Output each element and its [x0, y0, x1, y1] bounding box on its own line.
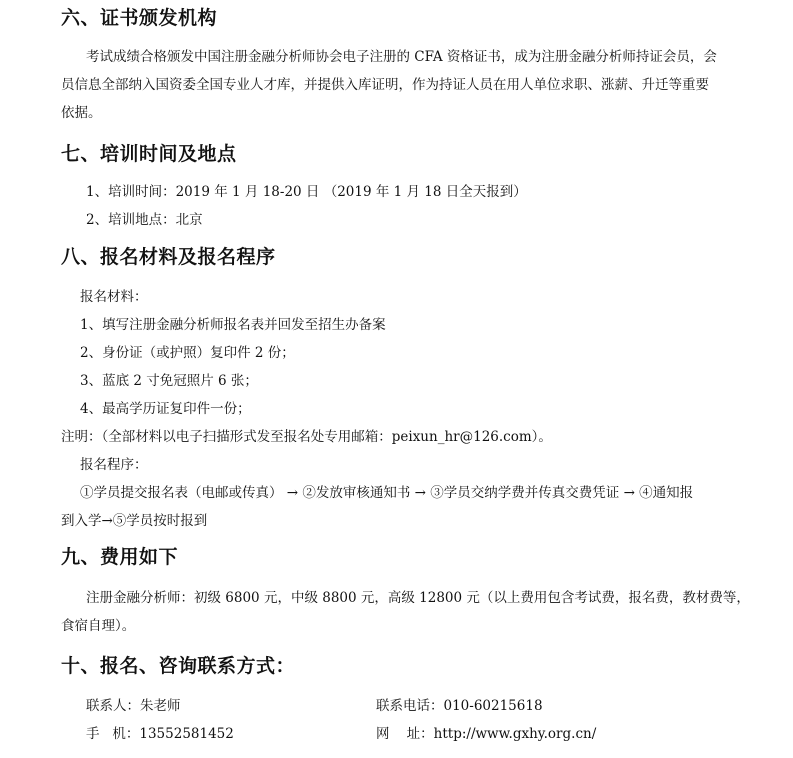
material-item-1: 1、填写注册金融分析师报名表并回发至招生办备案 [80, 317, 386, 333]
section-8-heading: 八、报名材料及报名程序 [61, 246, 276, 268]
materials-note: 注明：（全部材料以电子扫描形式发至报名处专用邮箱：peixun_hr@126.com）。 [61, 429, 552, 445]
material-item-3: 3、蓝底 2 寸免冠照片 6 张； [80, 373, 258, 389]
materials-label: 报名材料： [80, 289, 148, 305]
process-line-2: 到入学→⑤学员按时报到 [61, 513, 208, 529]
section-6-heading: 六、证书颁发机构 [61, 7, 218, 29]
training-time: 1、培训时间：2019 年 1 月 18-20 日 （2019 年 1 月 18 日全天报到） [86, 184, 527, 200]
contact-website[interactable]: 网 址：http://www.gxhy.org.cn/ [376, 726, 597, 742]
material-item-4: 4、最高学历证复印件一份； [80, 401, 251, 417]
section-10-heading: 十、报名、咨询联系方式： [61, 655, 296, 677]
contact-person: 联系人：朱老师 [86, 698, 181, 714]
section-7-heading: 七、培训时间及地点 [61, 143, 237, 165]
contact-phone: 联系电话：010-60215618 [376, 698, 543, 714]
section-6-line-1: 考试成绩合格颁发中国注册金融分析师协会电子注册的 CFA 资格证书，成为注册金融分析师持证会员，会 [86, 49, 717, 65]
fee-line-2: 食宿自理）。 [61, 618, 136, 634]
material-item-2: 2、身份证（或护照）复印件 2 份； [80, 345, 295, 361]
section-6-line-2: 员信息全部纳入国资委全国专业人才库，并提供入库证明，作为持证人员在用人单位求职、涨薪、升迁等重要 [61, 77, 709, 93]
section-9-heading: 九、费用如下 [61, 546, 179, 568]
fee-line-1: 注册金融分析师：初级 6800 元，中级 8800 元，高级 12800 元（以上费用包含考试费，报名费，教材费等， [86, 590, 750, 606]
contact-mobile: 手 机：13552581452 [86, 726, 234, 742]
process-line-1: ①学员提交报名表（电邮或传真） → ②发放审核通知书 → ③学员交纳学费并传真交费凭证 → ④通知报 [80, 485, 694, 501]
training-location: 2、培训地点：北京 [86, 212, 203, 228]
section-6-line-3: 依据。 [61, 105, 102, 121]
process-label: 报名程序： [80, 457, 148, 473]
